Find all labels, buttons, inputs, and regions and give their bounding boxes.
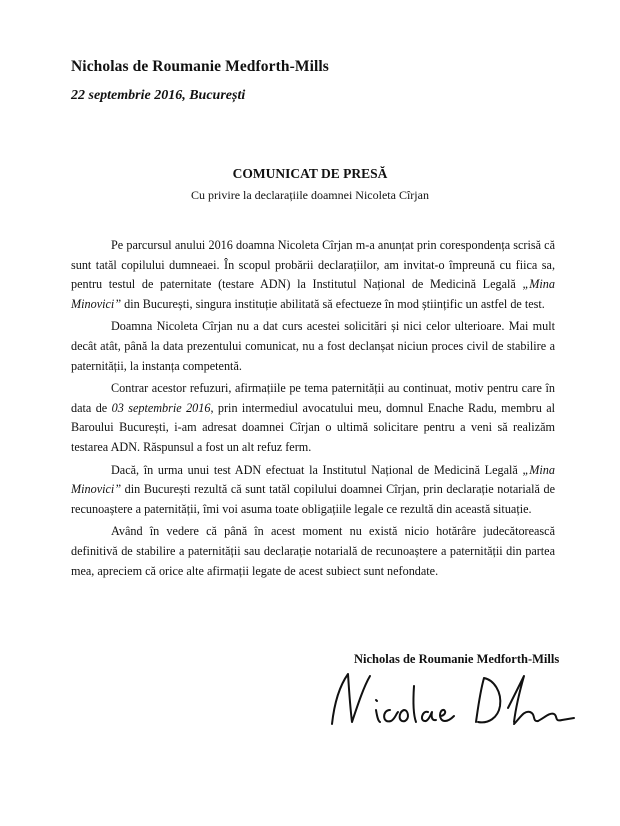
paragraph-5: Având în vedere că până în acest moment nu există nicio hotărâre judecătorească definitivă de stabilire a paternității sau declarație notarială de recunoaștere a paternității din partea mea, apreciem că orice alte afirmații legate de acest subiect sunt nefondate. bbox=[71, 524, 555, 578]
paragraph-1: Pe parcursul anului 2016 doamna Nicoleta Cîrjan m-a anunțat prin corespondența scrisă că sunt tatăl copilului dumneaei. În scopul probării declarațiilor, am invitat-o împreună cu fiica sa, pentru testul de paternitate (testare ADN) la Institutul Național de Medicină Legală „Mina Minovici” din București, singura instituție abilitată să efectueze în mod științific un astfel de test. bbox=[71, 238, 555, 311]
handwritten-signature bbox=[318, 666, 578, 736]
paragraph-2: Doamna Nicoleta Cîrjan nu a dat curs acestei solicitări și nici celor ulterioare. Mai mult decât atât, până la data prezentului comunicat, nu a fost declanșat niciun proces civil de stabilire a paternității, la instanța competentă. bbox=[71, 319, 555, 373]
signatory-name: Nicholas de Roumanie Medforth-Mills bbox=[354, 652, 560, 666]
document-subtitle: Cu privire la declarațiile doamnei Nicoleta Cîrjan bbox=[191, 188, 429, 202]
paragraph-3: Contrar acestor refuzuri, afirmațiile pe tema paternității au continuat, motiv pentru care în data de 03 septembrie 2016, prin intermediul avocatului meu, domnul Enache Radu, membru al Baroului București, i-am adresat doamnei Cîrjan o ultimă solicitare pentru a veni să realizăm testarea ADN. Răspunsul a fost un alt refuz ferm. bbox=[71, 381, 555, 454]
paragraph-4: Dacă, în urma unui test ADN efectuat la Institutul Național de Medicină Legală „Mina Minovici” din București rezultă că sunt tatăl copilului doamnei Cîrjan, prin declarație notarială de recunoaștere a paternității, îmi voi asuma toate obligațiile legale ce rezultă din această situație. bbox=[71, 462, 555, 516]
date-location: 22 septembrie 2016, București bbox=[71, 88, 246, 103]
document-body bbox=[71, 236, 555, 584]
document-title: COMUNICAT DE PRESĂ bbox=[232, 166, 388, 181]
author-name: Nicholas de Roumanie Medforth-Mills bbox=[71, 58, 329, 75]
